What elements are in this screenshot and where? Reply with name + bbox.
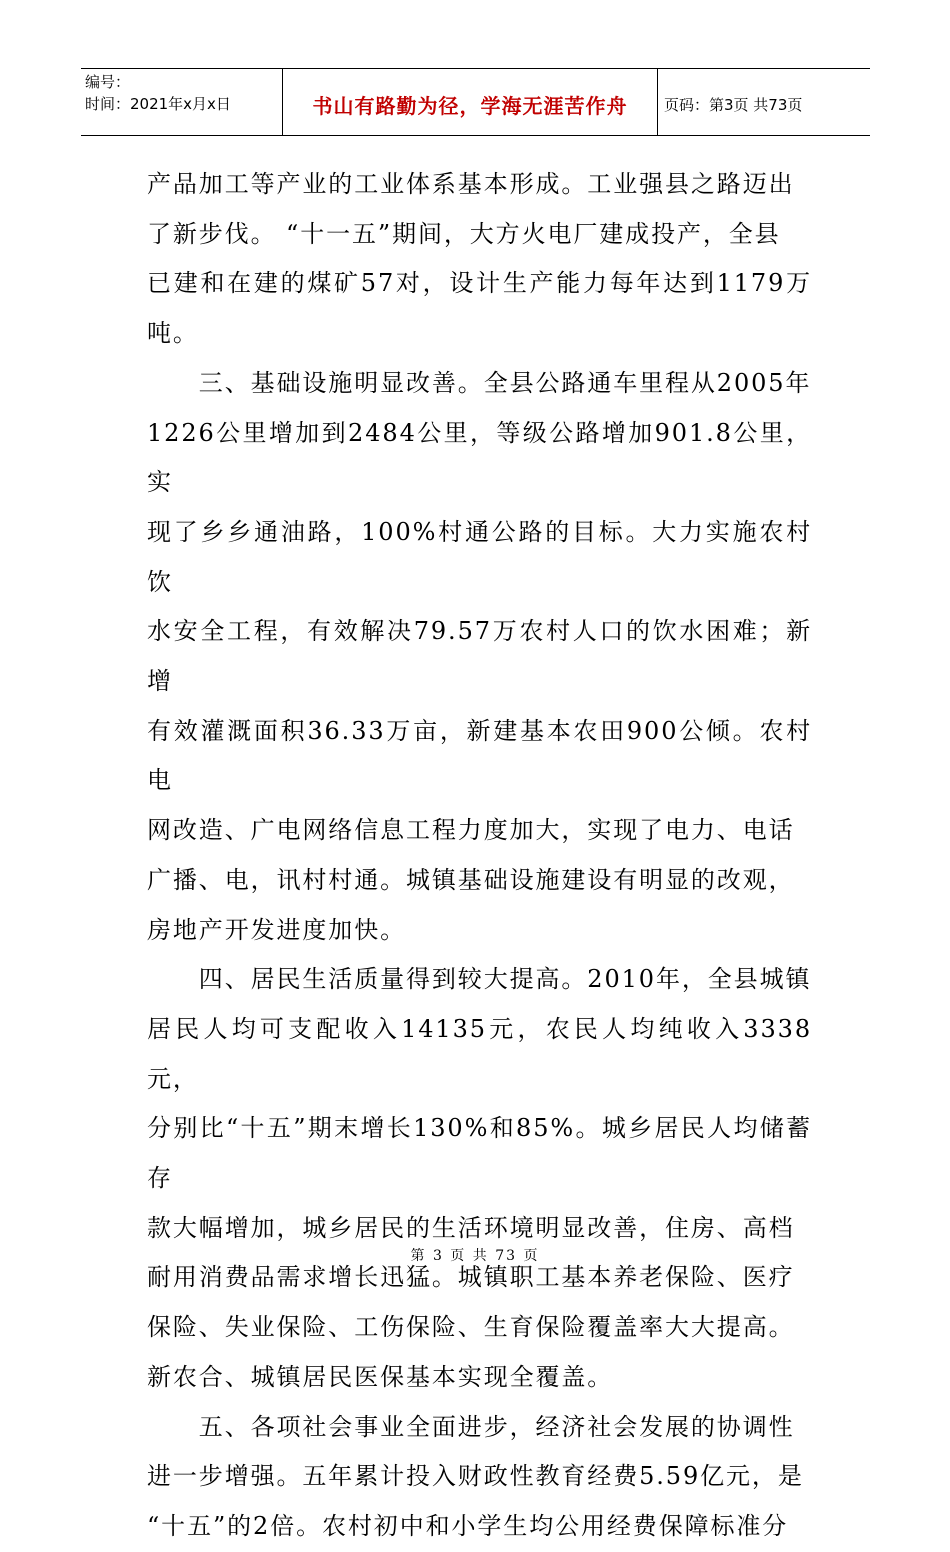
text-line: 现了乡乡通油路，100%村通公路的目标。大力实施农村饮 <box>147 517 812 596</box>
motto-text: 书山有路勤为径，学海无涯苦作舟 <box>312 93 628 118</box>
body-text <box>147 160 812 1552</box>
text-line: 耐用消费品需求增长迅猛。城镇职工基本养老保险、医疗 <box>147 1263 795 1292</box>
text-line: 1226公里增加到2484公里，等级公路增加901.8公里，实 <box>147 418 812 497</box>
header-page-number <box>658 69 870 135</box>
text-line: 广播、电，讯村村通。城镇基础设施建设有明显的改观， <box>147 865 795 894</box>
text-line: 分别比“十五”期末增长130%和85%。城乡居民人均储蓄存 <box>147 1114 812 1193</box>
document-number-label: 编号： <box>85 73 131 91</box>
text-line: “十五”的2倍。农村初中和小学生均公用经费保障标准分 <box>147 1511 789 1540</box>
text-line: 了新步伐。 “十一五”期间，大方火电厂建成投产，全县 <box>147 219 781 248</box>
text-line: 居民人均可支配收入14135元，农民人均纯收入3338元， <box>147 1014 812 1093</box>
text-line: 产品加工等产业的工业体系基本形成。工业强县之路迈出 <box>147 170 795 198</box>
text-line: 网改造、广电网络信息工程力度加大，实现了电力、电话 <box>147 816 795 845</box>
page-number-text: 页码：第3页 共73页 <box>664 95 803 114</box>
document-date: 时间：2021年x月x日 <box>85 95 231 113</box>
text-line: 有效灌溉面积36.33万亩，新建基本农田900公倾。农村电 <box>147 716 812 795</box>
text-line: 水安全工程，有效解决79.57万农村人口的饮水困难；新增 <box>147 617 812 696</box>
text-line: 五、各项社会事业全面进步，经济社会发展的协调性 <box>147 1412 795 1441</box>
page-footer: 第 3 页 共 73 页 <box>410 1248 540 1264</box>
text-line: 保险、失业保险、工伤保险、生育保险覆盖率大大提高。 <box>147 1313 795 1342</box>
text-line: 进一步增强。五年累计投入财政性教育经费5.59亿元，是 <box>147 1462 804 1491</box>
text-line: 款大幅增加，城乡居民的生活环境明显改善，住房、高档 <box>147 1213 795 1242</box>
text-line: 房地产开发进度加快。 <box>147 915 406 944</box>
header-motto <box>282 69 658 135</box>
header-meta <box>81 69 282 135</box>
text-line: 三、基础设施明显改善。全县公路通车里程从2005年 <box>147 368 812 397</box>
page-header <box>81 68 870 136</box>
text-line: 新农合、城镇居民医保基本实现全覆盖。 <box>147 1362 614 1391</box>
text-line: 四、居民生活质量得到较大提高。2010年，全县城镇 <box>147 965 812 994</box>
text-line: 已建和在建的煤矿57对，设计生产能力每年达到1179万吨。 <box>147 269 812 348</box>
